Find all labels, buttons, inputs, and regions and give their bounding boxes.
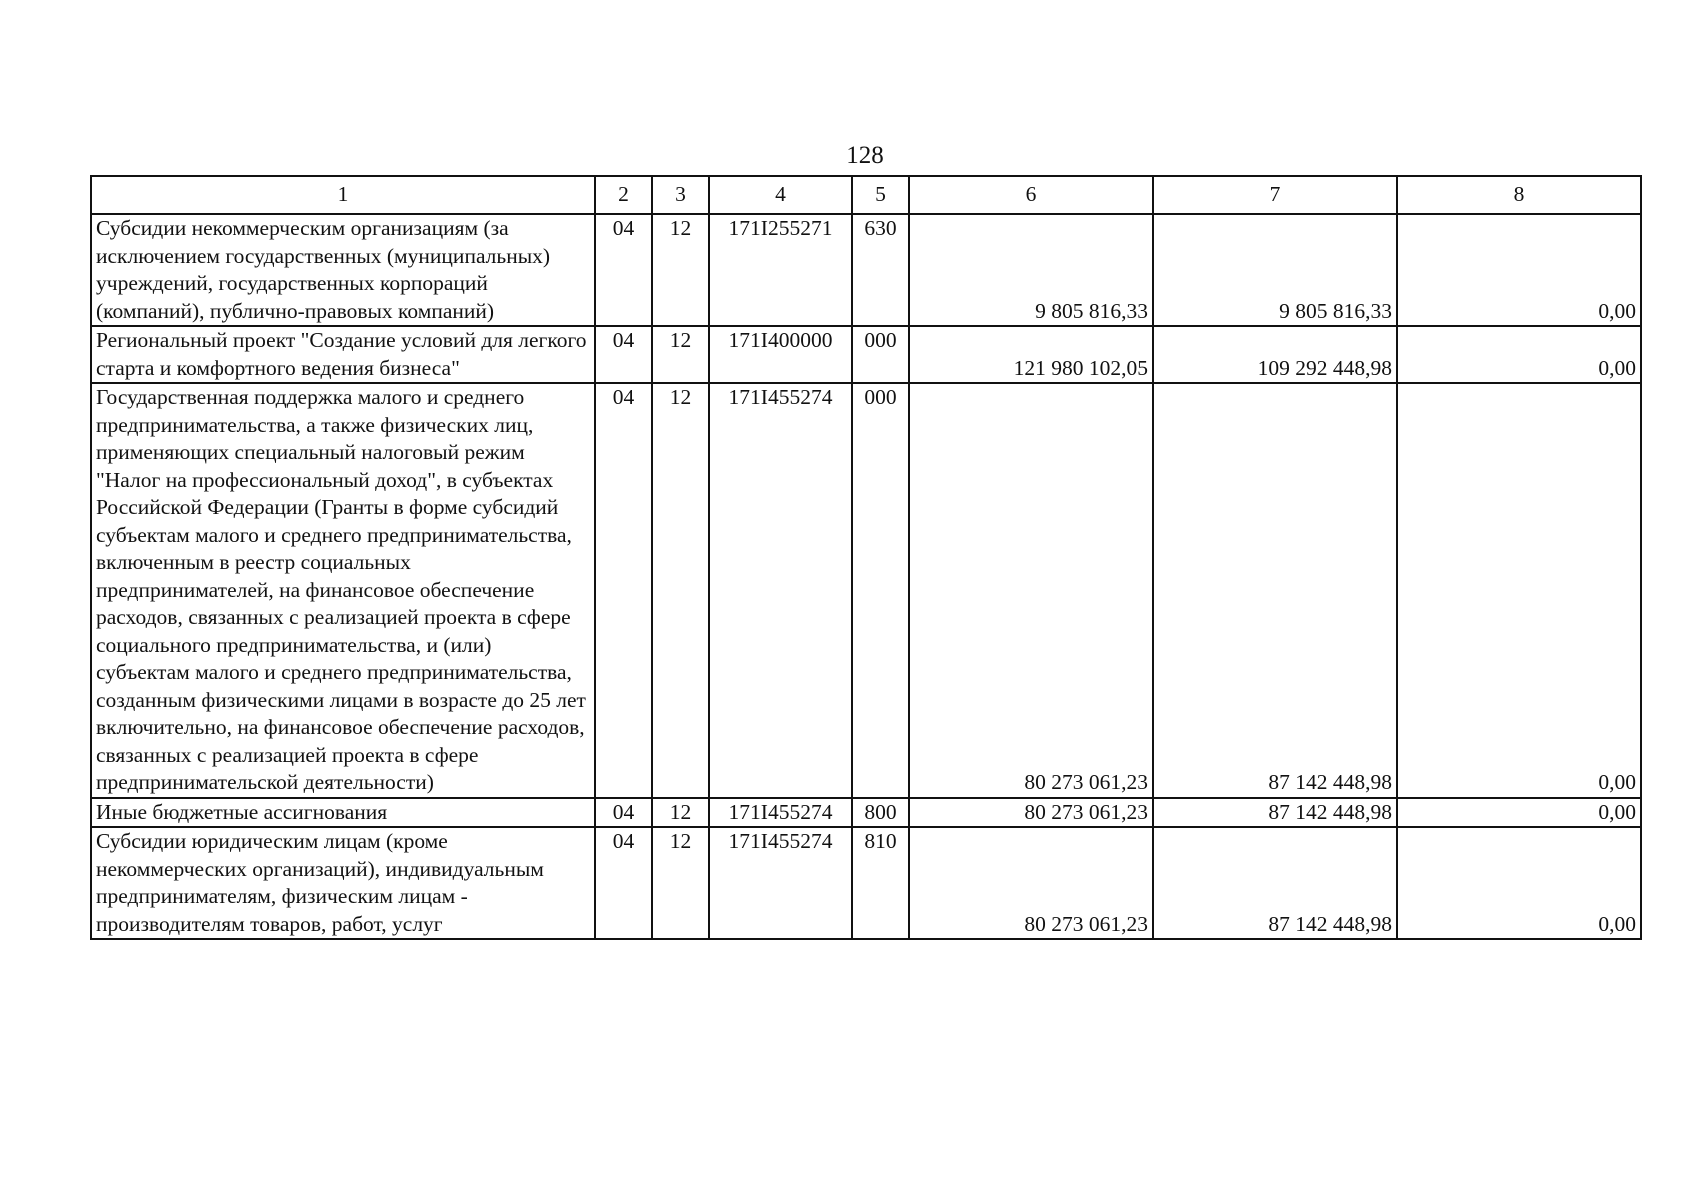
target-article-code: 171I400000: [709, 326, 852, 383]
section-code: 04: [595, 827, 652, 939]
expense-type-code: 000: [852, 326, 909, 383]
expense-type-code: 000: [852, 383, 909, 798]
amount-col-8: 0,00: [1397, 827, 1641, 939]
section-code: 04: [595, 798, 652, 828]
column-header: 1: [91, 176, 595, 214]
table-row: [91, 383, 1641, 798]
row-name: Иные бюджетные ассигнования: [91, 798, 595, 828]
column-header: 6: [909, 176, 1153, 214]
target-article-code: 171I455274: [709, 383, 852, 798]
amount-col-6: 80 273 061,23: [909, 798, 1153, 828]
header-row: [91, 176, 1641, 214]
budget-table: [90, 175, 1642, 940]
column-header: 3: [652, 176, 709, 214]
row-name: Субсидии юридическим лицам (кроме некоммерческих организаций), индивидуальным предпринимателям, физическим лицам - производителям товаров, работ, услуг: [91, 827, 595, 939]
amount-col-6: 80 273 061,23: [909, 383, 1153, 798]
amount-col-7: 87 142 448,98: [1153, 798, 1397, 828]
subsection-code: 12: [652, 383, 709, 798]
page-number: 128: [846, 142, 884, 169]
section-code: 04: [595, 326, 652, 383]
amount-col-8: 0,00: [1397, 383, 1641, 798]
column-header: 8: [1397, 176, 1641, 214]
amount-col-8: 0,00: [1397, 326, 1641, 383]
row-name: Государственная поддержка малого и среднего предпринимательства, а также физических лиц, применяющих специальный налоговый режим "Налог на профессиональный доход", в субъектах Российской Федерации (Гранты в форме субсидий субъектам малого и среднего предпринимательства, включенным в реестр социальных предпринимателей, на финансовое обеспечение расходов, связанных с реализацией проекта в сфере социального предпринимательства, и (или) субъектам малого и среднего предпринимательства, созданным физическими лицами в возрасте до 25 лет включительно, на финансовое обеспечение расходов, связанных с реализацией проекта в сфере предпринимательской деятельности): [91, 383, 595, 798]
table-row: [91, 798, 1641, 828]
section-code: 04: [595, 214, 652, 326]
expense-type-code: 630: [852, 214, 909, 326]
subsection-code: 12: [652, 214, 709, 326]
column-header: 4: [709, 176, 852, 214]
column-header: 5: [852, 176, 909, 214]
target-article-code: 171I255271: [709, 214, 852, 326]
section-code: 04: [595, 383, 652, 798]
amount-col-7: 87 142 448,98: [1153, 383, 1397, 798]
amount-col-8: 0,00: [1397, 214, 1641, 326]
target-article-code: 171I455274: [709, 827, 852, 939]
subsection-code: 12: [652, 798, 709, 828]
amount-col-7: 9 805 816,33: [1153, 214, 1397, 326]
expense-type-code: 810: [852, 827, 909, 939]
table-row: [91, 214, 1641, 326]
table-row: [91, 827, 1641, 939]
subsection-code: 12: [652, 326, 709, 383]
amount-col-6: 121 980 102,05: [909, 326, 1153, 383]
target-article-code: 171I455274: [709, 798, 852, 828]
expense-type-code: 800: [852, 798, 909, 828]
amount-col-7: 87 142 448,98: [1153, 827, 1397, 939]
column-header: 7: [1153, 176, 1397, 214]
amount-col-6: 9 805 816,33: [909, 214, 1153, 326]
row-name: Региональный проект "Создание условий для легкого старта и комфортного ведения бизнеса": [91, 326, 595, 383]
row-name: Субсидии некоммерческим организациям (за исключением государственных (муниципальных) учреждений, государственных корпораций (компаний), публично-правовых компаний): [91, 214, 595, 326]
subsection-code: 12: [652, 827, 709, 939]
amount-col-7: 109 292 448,98: [1153, 326, 1397, 383]
amount-col-6: 80 273 061,23: [909, 827, 1153, 939]
column-header: 2: [595, 176, 652, 214]
table-row: [91, 326, 1641, 383]
amount-col-8: 0,00: [1397, 798, 1641, 828]
